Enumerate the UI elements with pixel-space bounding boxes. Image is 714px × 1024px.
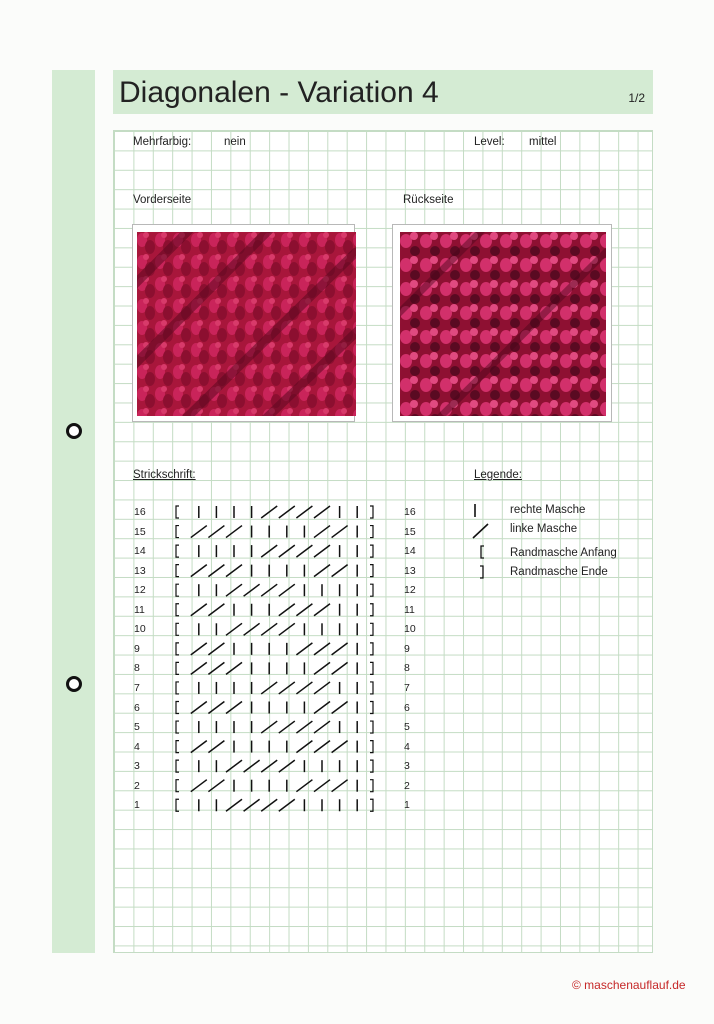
edge-start-symbol xyxy=(476,544,488,560)
edge-start-mark xyxy=(176,721,179,733)
punch-hole-bottom xyxy=(66,676,82,692)
legend-item-edge-end: Randmasche Ende xyxy=(510,566,608,578)
purl-stitch xyxy=(226,662,242,674)
multicolor-label: Mehrfarbig: xyxy=(133,136,192,148)
edge-start-mark xyxy=(176,760,179,772)
purl-stitch xyxy=(279,799,295,811)
row-number: 7 xyxy=(404,681,410,694)
purl-stitch xyxy=(332,702,348,714)
edge-start-mark xyxy=(176,584,179,596)
edge-start-mark xyxy=(176,623,179,635)
copyright-text: © maschenauflauf.de xyxy=(572,978,686,992)
purl-stitch xyxy=(279,545,295,557)
row-number: 4 xyxy=(404,740,410,753)
purl-stitch xyxy=(314,526,330,538)
legend-item-purl: linke Masche xyxy=(510,523,578,535)
chart-title: Strickschrift: xyxy=(133,469,196,481)
edge-start-mark xyxy=(176,604,179,616)
level-value: mittel xyxy=(529,136,557,148)
purl-stitch xyxy=(314,662,330,674)
row-number: 8 xyxy=(134,662,140,675)
row-number: 7 xyxy=(134,681,140,694)
edge-end-mark xyxy=(370,643,373,655)
row-number: 11 xyxy=(134,603,145,616)
purl-stitch xyxy=(226,799,242,811)
title-bar xyxy=(113,70,653,114)
row-number: 2 xyxy=(134,779,140,792)
purl-stitch xyxy=(261,799,277,811)
margin-strip xyxy=(52,70,95,953)
purl-stitch xyxy=(279,623,295,635)
edge-end-mark xyxy=(370,682,373,694)
purl-stitch xyxy=(208,526,224,538)
purl-stitch xyxy=(332,741,348,753)
purl-stitch xyxy=(208,643,224,655)
purl-stitch xyxy=(191,702,207,714)
purl-stitch xyxy=(332,565,348,577)
edge-start-mark xyxy=(176,565,179,577)
purl-stitch xyxy=(296,506,312,518)
level-label: Level: xyxy=(474,136,505,148)
edge-start-mark xyxy=(176,780,179,792)
purl-stitch xyxy=(226,760,242,772)
row-number: 5 xyxy=(134,721,140,734)
purl-stitch xyxy=(296,780,312,792)
purl-stitch xyxy=(191,526,207,538)
edge-start-mark xyxy=(176,643,179,655)
edge-start-mark xyxy=(176,702,179,714)
purl-stitch xyxy=(332,526,348,538)
row-number: 4 xyxy=(134,740,140,753)
edge-start-mark xyxy=(176,662,179,674)
edge-start-mark xyxy=(176,545,179,557)
purl-stitch xyxy=(261,584,277,596)
knit-stitch-symbol xyxy=(470,502,486,518)
edge-end-mark xyxy=(370,604,373,616)
back-knit-photo xyxy=(400,232,606,416)
edge-end-mark xyxy=(370,565,373,577)
purl-stitch xyxy=(191,643,207,655)
knitting-chart xyxy=(170,502,385,817)
edge-end-symbol xyxy=(476,564,488,580)
purl-stitch xyxy=(226,565,242,577)
purl-stitch xyxy=(296,682,312,694)
back-photo-frame xyxy=(392,224,612,422)
edge-end-mark xyxy=(370,702,373,714)
row-number: 14 xyxy=(404,545,416,558)
front-knit-photo xyxy=(137,232,356,416)
purl-stitch xyxy=(244,584,260,596)
purl-stitch xyxy=(208,702,224,714)
purl-stitch xyxy=(244,760,260,772)
purl-stitch xyxy=(279,584,295,596)
legend-title: Legende: xyxy=(474,469,522,481)
legend-item-edge-start: Randmasche Anfang xyxy=(510,547,617,559)
purl-stitch xyxy=(332,780,348,792)
edge-end-mark xyxy=(370,584,373,596)
row-number: 11 xyxy=(404,603,415,616)
edge-end-mark xyxy=(370,506,373,518)
purl-stitch xyxy=(244,623,260,635)
row-number: 3 xyxy=(134,760,140,773)
purl-stitch xyxy=(296,721,312,733)
purl-stitch xyxy=(191,565,207,577)
row-number: 6 xyxy=(404,701,410,714)
edge-end-mark xyxy=(370,721,373,733)
purl-stitch xyxy=(314,721,330,733)
purl-stitch xyxy=(314,604,330,616)
edge-end-mark xyxy=(370,780,373,792)
row-number: 6 xyxy=(134,701,140,714)
row-number: 13 xyxy=(404,564,416,577)
purl-stitch xyxy=(296,741,312,753)
purl-stitch xyxy=(314,682,330,694)
row-number: 15 xyxy=(134,525,146,538)
edge-start-mark xyxy=(176,799,179,811)
purl-stitch xyxy=(314,702,330,714)
purl-stitch xyxy=(296,545,312,557)
purl-stitch xyxy=(314,506,330,518)
purl-stitch xyxy=(191,780,207,792)
purl-stitch xyxy=(279,760,295,772)
row-number: 12 xyxy=(134,584,146,597)
row-number: 5 xyxy=(404,721,410,734)
back-label: Rückseite xyxy=(403,194,454,206)
row-number: 9 xyxy=(404,642,410,655)
purl-stitch xyxy=(332,643,348,655)
purl-stitch xyxy=(261,545,277,557)
row-number: 16 xyxy=(404,506,416,518)
row-number: 10 xyxy=(134,623,146,636)
multicolor-value: nein xyxy=(224,136,246,148)
edge-end-mark xyxy=(370,623,373,635)
purl-stitch xyxy=(332,662,348,674)
edge-start-mark xyxy=(176,682,179,694)
purl-stitch xyxy=(191,662,207,674)
purl-stitch xyxy=(261,760,277,772)
edge-start-mark xyxy=(176,526,179,538)
edge-end-mark xyxy=(370,545,373,557)
row-number: 1 xyxy=(404,799,410,812)
purl-stitch xyxy=(296,643,312,655)
row-number: 14 xyxy=(134,545,146,558)
edge-end-mark xyxy=(370,760,373,772)
page-title: Diagonalen - Variation 4 xyxy=(119,76,439,109)
purl-stitch xyxy=(191,604,207,616)
purl-stitch xyxy=(226,584,242,596)
row-number: 9 xyxy=(134,642,140,655)
purl-stitch xyxy=(208,662,224,674)
purl-stitch xyxy=(208,604,224,616)
purl-stitch xyxy=(279,682,295,694)
row-number: 10 xyxy=(404,623,416,636)
row-number: 16 xyxy=(134,506,146,518)
row-number: 1 xyxy=(134,799,140,812)
purl-stitch xyxy=(191,741,207,753)
purl-stitch xyxy=(226,623,242,635)
purl-stitch xyxy=(208,565,224,577)
edge-end-mark xyxy=(370,662,373,674)
purl-stitch xyxy=(296,604,312,616)
purl-stitch xyxy=(261,721,277,733)
row-number: 13 xyxy=(134,564,146,577)
front-photo-frame xyxy=(132,224,355,422)
purl-stitch xyxy=(314,741,330,753)
purl-stitch xyxy=(226,526,242,538)
purl-stitch xyxy=(314,565,330,577)
page-number: 1/2 xyxy=(628,91,645,105)
edge-end-mark xyxy=(370,741,373,753)
purl-stitch xyxy=(314,780,330,792)
row-number: 15 xyxy=(404,525,416,538)
row-number: 3 xyxy=(404,760,410,773)
purl-stitch xyxy=(261,682,277,694)
front-label: Vorderseite xyxy=(133,194,192,206)
purl-stitch xyxy=(261,506,277,518)
purl-stitch xyxy=(279,721,295,733)
edge-start-mark xyxy=(176,506,179,518)
punch-hole-top xyxy=(66,423,82,439)
purl-stitch xyxy=(226,702,242,714)
edge-end-mark xyxy=(370,799,373,811)
purl-stitch xyxy=(279,604,295,616)
purl-stitch-symbol xyxy=(470,521,490,539)
purl-stitch xyxy=(279,506,295,518)
purl-stitch xyxy=(261,623,277,635)
purl-stitch xyxy=(314,545,330,557)
row-number: 8 xyxy=(404,662,410,675)
purl-stitch xyxy=(208,741,224,753)
row-number: 2 xyxy=(404,779,410,792)
purl-stitch xyxy=(208,780,224,792)
edge-start-mark xyxy=(176,741,179,753)
edge-end-mark xyxy=(370,526,373,538)
purl-stitch xyxy=(314,643,330,655)
row-number: 12 xyxy=(404,584,416,597)
purl-stitch xyxy=(244,799,260,811)
legend-item-knit: rechte Masche xyxy=(510,504,586,516)
